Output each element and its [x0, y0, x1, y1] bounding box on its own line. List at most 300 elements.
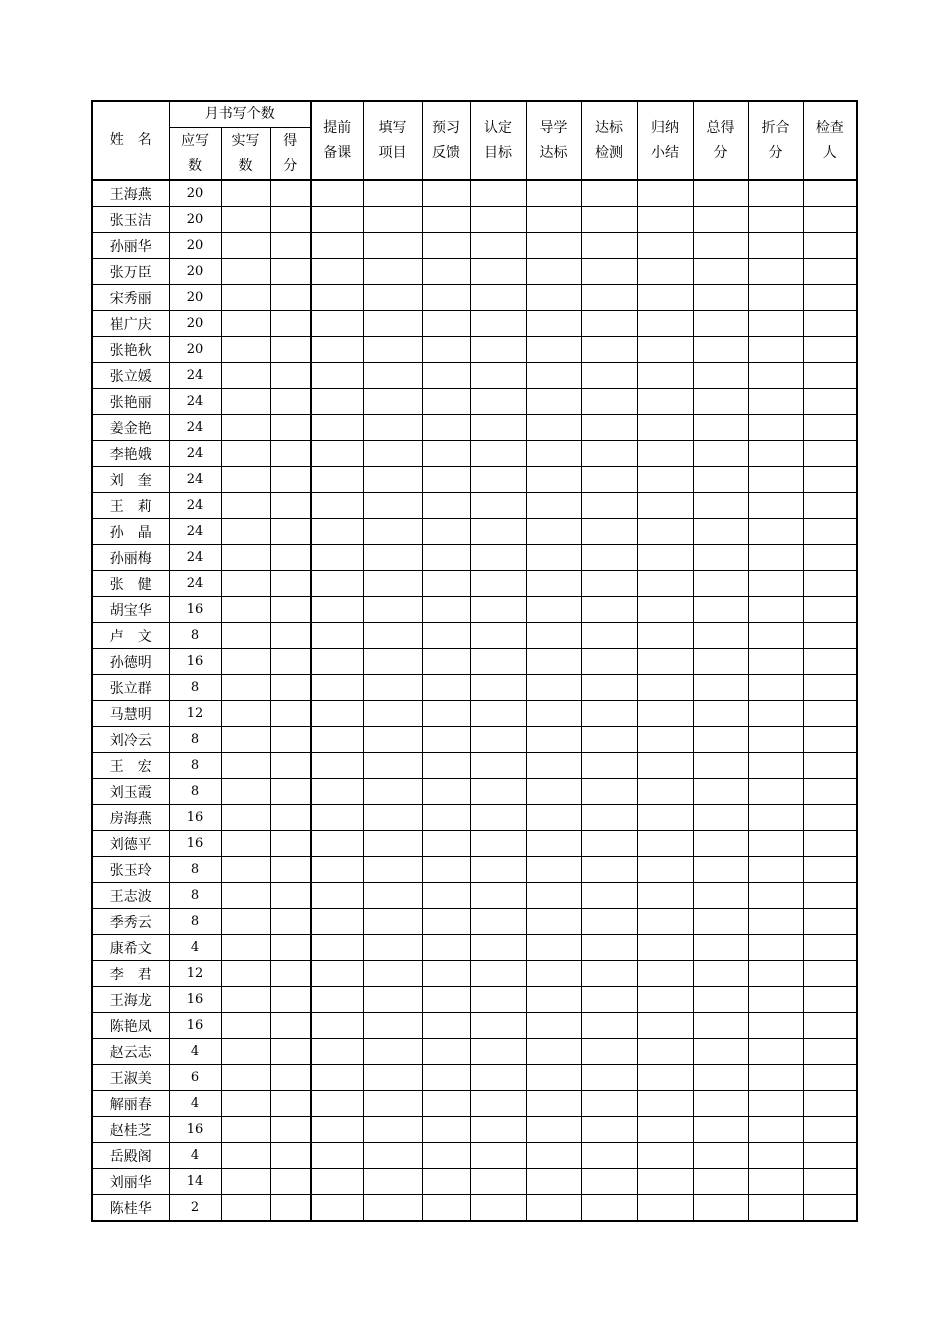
cell-teacher-name: 王海龙: [92, 987, 169, 1013]
header-col-4-line1: 导学: [539, 119, 568, 136]
cell-empty: [363, 337, 422, 363]
table-row: [92, 779, 857, 805]
cell-empty: [693, 727, 748, 753]
cell-empty: [803, 441, 857, 467]
cell-should-write: 12: [169, 961, 221, 987]
cell-teacher-name: 赵云志: [92, 1039, 169, 1065]
cell-empty: [581, 1065, 637, 1091]
cell-teacher-name: 王志波: [92, 883, 169, 909]
cell-empty: [693, 1039, 748, 1065]
cell-empty: [363, 701, 422, 727]
cell-empty: [363, 363, 422, 389]
header-actual-write: [221, 128, 270, 181]
cell-empty: [422, 1039, 470, 1065]
cell-empty: [693, 389, 748, 415]
cell-empty: [470, 1065, 526, 1091]
table-row: [92, 1143, 857, 1169]
cell-empty: [803, 623, 857, 649]
cell-empty: [311, 363, 363, 389]
cell-empty: [803, 779, 857, 805]
table-row: [92, 935, 857, 961]
cell-empty: [470, 779, 526, 805]
cell-empty: [748, 779, 803, 805]
cell-should-write: 12: [169, 701, 221, 727]
cell-empty: [270, 701, 311, 727]
cell-empty: [221, 467, 270, 493]
cell-empty: [637, 805, 693, 831]
cell-empty: [363, 779, 422, 805]
cell-empty: [221, 831, 270, 857]
cell-empty: [693, 623, 748, 649]
cell-should-write: 4: [169, 1143, 221, 1169]
cell-empty: [270, 597, 311, 623]
cell-empty: [581, 337, 637, 363]
table-row: [92, 441, 857, 467]
cell-empty: [581, 935, 637, 961]
cell-empty: [221, 623, 270, 649]
cell-empty: [637, 337, 693, 363]
cell-empty: [526, 857, 581, 883]
cell-empty: [363, 753, 422, 779]
cell-empty: [581, 1195, 637, 1222]
table-row: [92, 1169, 857, 1195]
cell-empty: [748, 831, 803, 857]
cell-empty: [581, 779, 637, 805]
cell-empty: [363, 597, 422, 623]
cell-empty: [637, 753, 693, 779]
table-row: [92, 207, 857, 233]
cell-empty: [311, 1013, 363, 1039]
cell-empty: [526, 779, 581, 805]
cell-empty: [581, 441, 637, 467]
cell-empty: [637, 285, 693, 311]
cell-empty: [470, 623, 526, 649]
cell-empty: [581, 597, 637, 623]
cell-empty: [693, 805, 748, 831]
cell-empty: [311, 233, 363, 259]
cell-empty: [363, 519, 422, 545]
cell-empty: [311, 727, 363, 753]
cell-empty: [363, 1117, 422, 1143]
cell-empty: [311, 623, 363, 649]
cell-empty: [470, 1117, 526, 1143]
cell-empty: [270, 233, 311, 259]
header-col-9-line2: 人: [822, 144, 837, 161]
cell-should-write: 6: [169, 1065, 221, 1091]
cell-should-write: 24: [169, 415, 221, 441]
cell-empty: [470, 831, 526, 857]
cell-empty: [803, 1143, 857, 1169]
cell-empty: [693, 597, 748, 623]
cell-teacher-name: 解丽春: [92, 1091, 169, 1117]
cell-should-write: 16: [169, 831, 221, 857]
cell-empty: [803, 883, 857, 909]
cell-empty: [221, 1117, 270, 1143]
header-col-8-line1: 折合: [761, 119, 790, 136]
cell-empty: [581, 649, 637, 675]
header-col-7-line2: 分: [713, 144, 728, 161]
cell-should-write: 24: [169, 545, 221, 571]
cell-empty: [803, 805, 857, 831]
cell-empty: [470, 987, 526, 1013]
cell-empty: [693, 857, 748, 883]
cell-empty: [221, 779, 270, 805]
cell-empty: [221, 883, 270, 909]
cell-should-write: 16: [169, 649, 221, 675]
cell-empty: [581, 831, 637, 857]
cell-empty: [221, 1195, 270, 1222]
cell-empty: [311, 493, 363, 519]
cell-should-write: 2: [169, 1195, 221, 1222]
cell-empty: [311, 779, 363, 805]
cell-empty: [270, 623, 311, 649]
table-row: [92, 1013, 857, 1039]
cell-empty: [311, 415, 363, 441]
cell-empty: [363, 259, 422, 285]
cell-should-write: 16: [169, 987, 221, 1013]
cell-empty: [422, 389, 470, 415]
cell-empty: [221, 961, 270, 987]
cell-empty: [270, 753, 311, 779]
cell-teacher-name: 卢 文: [92, 623, 169, 649]
cell-empty: [748, 180, 803, 207]
cell-teacher-name: 刘玉霞: [92, 779, 169, 805]
cell-empty: [422, 935, 470, 961]
cell-empty: [693, 311, 748, 337]
cell-empty: [470, 180, 526, 207]
cell-empty: [693, 363, 748, 389]
cell-empty: [526, 207, 581, 233]
cell-empty: [221, 935, 270, 961]
cell-teacher-name: 刘德平: [92, 831, 169, 857]
cell-empty: [270, 883, 311, 909]
cell-empty: [363, 805, 422, 831]
cell-should-write: 16: [169, 1013, 221, 1039]
cell-empty: [637, 545, 693, 571]
cell-empty: [470, 961, 526, 987]
cell-empty: [422, 779, 470, 805]
header-monthly-group: [169, 101, 311, 128]
cell-empty: [693, 883, 748, 909]
cell-empty: [581, 1117, 637, 1143]
table-row: [92, 233, 857, 259]
header-score: [270, 128, 311, 181]
cell-empty: [748, 493, 803, 519]
cell-empty: [526, 727, 581, 753]
cell-empty: [748, 701, 803, 727]
cell-empty: [637, 701, 693, 727]
cell-empty: [311, 285, 363, 311]
cell-empty: [803, 649, 857, 675]
cell-teacher-name: 张万臣: [92, 259, 169, 285]
cell-teacher-name: 陈桂华: [92, 1195, 169, 1222]
cell-empty: [363, 285, 422, 311]
header-name: [92, 101, 169, 180]
cell-empty: [581, 285, 637, 311]
cell-empty: [311, 1143, 363, 1169]
cell-empty: [470, 233, 526, 259]
table-row: [92, 649, 857, 675]
cell-empty: [422, 987, 470, 1013]
cell-empty: [803, 857, 857, 883]
cell-empty: [363, 545, 422, 571]
cell-empty: [526, 1169, 581, 1195]
cell-empty: [693, 1195, 748, 1222]
cell-should-write: 20: [169, 233, 221, 259]
cell-empty: [637, 1143, 693, 1169]
cell-empty: [270, 285, 311, 311]
table-row: [92, 467, 857, 493]
cell-empty: [693, 571, 748, 597]
cell-empty: [526, 935, 581, 961]
header-col-0-line1: 提前: [323, 119, 352, 136]
cell-empty: [526, 805, 581, 831]
cell-empty: [803, 1117, 857, 1143]
cell-empty: [748, 909, 803, 935]
cell-empty: [803, 207, 857, 233]
cell-empty: [803, 180, 857, 207]
cell-empty: [526, 831, 581, 857]
table-row: [92, 493, 857, 519]
cell-empty: [526, 597, 581, 623]
cell-empty: [693, 285, 748, 311]
table-row: [92, 675, 857, 701]
cell-empty: [581, 363, 637, 389]
cell-empty: [311, 935, 363, 961]
cell-empty: [693, 1091, 748, 1117]
cell-should-write: 24: [169, 493, 221, 519]
cell-empty: [270, 311, 311, 337]
header-score-line1: 得: [283, 132, 298, 149]
cell-empty: [748, 311, 803, 337]
cell-teacher-name: 张玉洁: [92, 207, 169, 233]
cell-empty: [803, 1195, 857, 1222]
cell-teacher-name: 陈艳凤: [92, 1013, 169, 1039]
cell-empty: [803, 1091, 857, 1117]
cell-empty: [270, 441, 311, 467]
cell-empty: [693, 545, 748, 571]
table-row: [92, 701, 857, 727]
cell-empty: [803, 519, 857, 545]
cell-empty: [803, 1169, 857, 1195]
cell-empty: [311, 545, 363, 571]
header-col-8-line2: 分: [768, 144, 783, 161]
cell-empty: [311, 883, 363, 909]
cell-empty: [526, 467, 581, 493]
cell-empty: [422, 857, 470, 883]
header-col-6-line1: 归纳: [651, 119, 679, 136]
cell-empty: [693, 259, 748, 285]
cell-should-write: 24: [169, 519, 221, 545]
cell-teacher-name: 岳殿阁: [92, 1143, 169, 1169]
cell-empty: [748, 233, 803, 259]
cell-empty: [422, 701, 470, 727]
cell-empty: [637, 180, 693, 207]
cell-empty: [422, 883, 470, 909]
table-row: [92, 961, 857, 987]
cell-empty: [311, 1065, 363, 1091]
cell-empty: [693, 935, 748, 961]
cell-empty: [270, 571, 311, 597]
header-should-write-line1: 应写: [181, 132, 209, 149]
cell-empty: [526, 259, 581, 285]
cell-empty: [270, 1195, 311, 1222]
cell-empty: [311, 961, 363, 987]
cell-empty: [581, 545, 637, 571]
cell-empty: [311, 1169, 363, 1195]
cell-should-write: 20: [169, 180, 221, 207]
cell-should-write: 20: [169, 337, 221, 363]
cell-empty: [803, 1039, 857, 1065]
cell-empty: [270, 727, 311, 753]
cell-empty: [637, 1013, 693, 1039]
cell-empty: [470, 415, 526, 441]
cell-empty: [803, 545, 857, 571]
cell-empty: [422, 493, 470, 519]
cell-empty: [470, 1013, 526, 1039]
cell-empty: [470, 883, 526, 909]
cell-empty: [270, 675, 311, 701]
cell-empty: [470, 805, 526, 831]
cell-empty: [363, 883, 422, 909]
table-row: [92, 727, 857, 753]
cell-empty: [470, 545, 526, 571]
cell-teacher-name: 张玉玲: [92, 857, 169, 883]
cell-empty: [803, 259, 857, 285]
header-col-4-line2: 达标: [539, 144, 568, 161]
cell-empty: [422, 805, 470, 831]
cell-empty: [693, 415, 748, 441]
cell-empty: [748, 1013, 803, 1039]
cell-empty: [637, 779, 693, 805]
cell-empty: [270, 180, 311, 207]
cell-empty: [581, 571, 637, 597]
cell-empty: [748, 259, 803, 285]
cell-empty: [270, 389, 311, 415]
cell-empty: [693, 961, 748, 987]
cell-empty: [748, 571, 803, 597]
cell-empty: [470, 857, 526, 883]
table-row: [92, 1117, 857, 1143]
cell-empty: [526, 1039, 581, 1065]
cell-empty: [748, 805, 803, 831]
cell-empty: [581, 180, 637, 207]
cell-empty: [803, 909, 857, 935]
cell-empty: [221, 675, 270, 701]
cell-empty: [311, 571, 363, 597]
cell-empty: [422, 545, 470, 571]
cell-empty: [422, 831, 470, 857]
cell-teacher-name: 李艳娥: [92, 441, 169, 467]
cell-empty: [311, 675, 363, 701]
cell-empty: [270, 831, 311, 857]
cell-empty: [422, 1195, 470, 1222]
cell-empty: [748, 545, 803, 571]
cell-empty: [581, 519, 637, 545]
cell-empty: [526, 311, 581, 337]
cell-empty: [470, 649, 526, 675]
table-row: [92, 571, 857, 597]
cell-empty: [748, 1195, 803, 1222]
cell-teacher-name: 王淑美: [92, 1065, 169, 1091]
cell-empty: [526, 1091, 581, 1117]
cell-empty: [581, 701, 637, 727]
cell-empty: [637, 857, 693, 883]
cell-empty: [748, 675, 803, 701]
cell-empty: [748, 207, 803, 233]
cell-empty: [363, 311, 422, 337]
cell-empty: [637, 1039, 693, 1065]
table-row: [92, 1195, 857, 1222]
cell-empty: [748, 857, 803, 883]
cell-empty: [693, 337, 748, 363]
cell-empty: [581, 1143, 637, 1169]
cell-empty: [803, 571, 857, 597]
cell-empty: [637, 259, 693, 285]
cell-empty: [637, 1117, 693, 1143]
cell-teacher-name: 姜金艳: [92, 415, 169, 441]
cell-empty: [270, 1065, 311, 1091]
cell-empty: [311, 441, 363, 467]
cell-teacher-name: 宋秀丽: [92, 285, 169, 311]
cell-empty: [221, 389, 270, 415]
cell-empty: [803, 285, 857, 311]
cell-empty: [221, 987, 270, 1013]
cell-empty: [363, 1065, 422, 1091]
cell-empty: [221, 701, 270, 727]
table-row: [92, 1065, 857, 1091]
cell-empty: [637, 961, 693, 987]
cell-should-write: 20: [169, 285, 221, 311]
cell-empty: [748, 1091, 803, 1117]
header-col-1-line2: 项目: [378, 144, 407, 161]
cell-teacher-name: 康希文: [92, 935, 169, 961]
cell-empty: [363, 1169, 422, 1195]
cell-empty: [748, 285, 803, 311]
cell-empty: [693, 207, 748, 233]
cell-should-write: 20: [169, 207, 221, 233]
cell-should-write: 16: [169, 597, 221, 623]
cell-empty: [748, 519, 803, 545]
cell-empty: [748, 389, 803, 415]
cell-empty: [270, 519, 311, 545]
cell-empty: [803, 493, 857, 519]
cell-empty: [363, 1143, 422, 1169]
cell-empty: [221, 493, 270, 519]
cell-empty: [422, 441, 470, 467]
cell-teacher-name: 房海燕: [92, 805, 169, 831]
cell-empty: [526, 337, 581, 363]
cell-empty: [581, 987, 637, 1013]
cell-empty: [311, 467, 363, 493]
cell-empty: [470, 493, 526, 519]
cell-empty: [581, 493, 637, 519]
cell-empty: [422, 311, 470, 337]
cell-should-write: 8: [169, 909, 221, 935]
cell-empty: [803, 1013, 857, 1039]
cell-empty: [311, 180, 363, 207]
cell-should-write: 24: [169, 389, 221, 415]
cell-empty: [270, 961, 311, 987]
cell-empty: [270, 1143, 311, 1169]
cell-empty: [470, 1039, 526, 1065]
table-row: [92, 909, 857, 935]
table-row: [92, 597, 857, 623]
header-col-2: [422, 101, 470, 180]
cell-empty: [363, 1039, 422, 1065]
cell-empty: [526, 649, 581, 675]
cell-empty: [693, 493, 748, 519]
